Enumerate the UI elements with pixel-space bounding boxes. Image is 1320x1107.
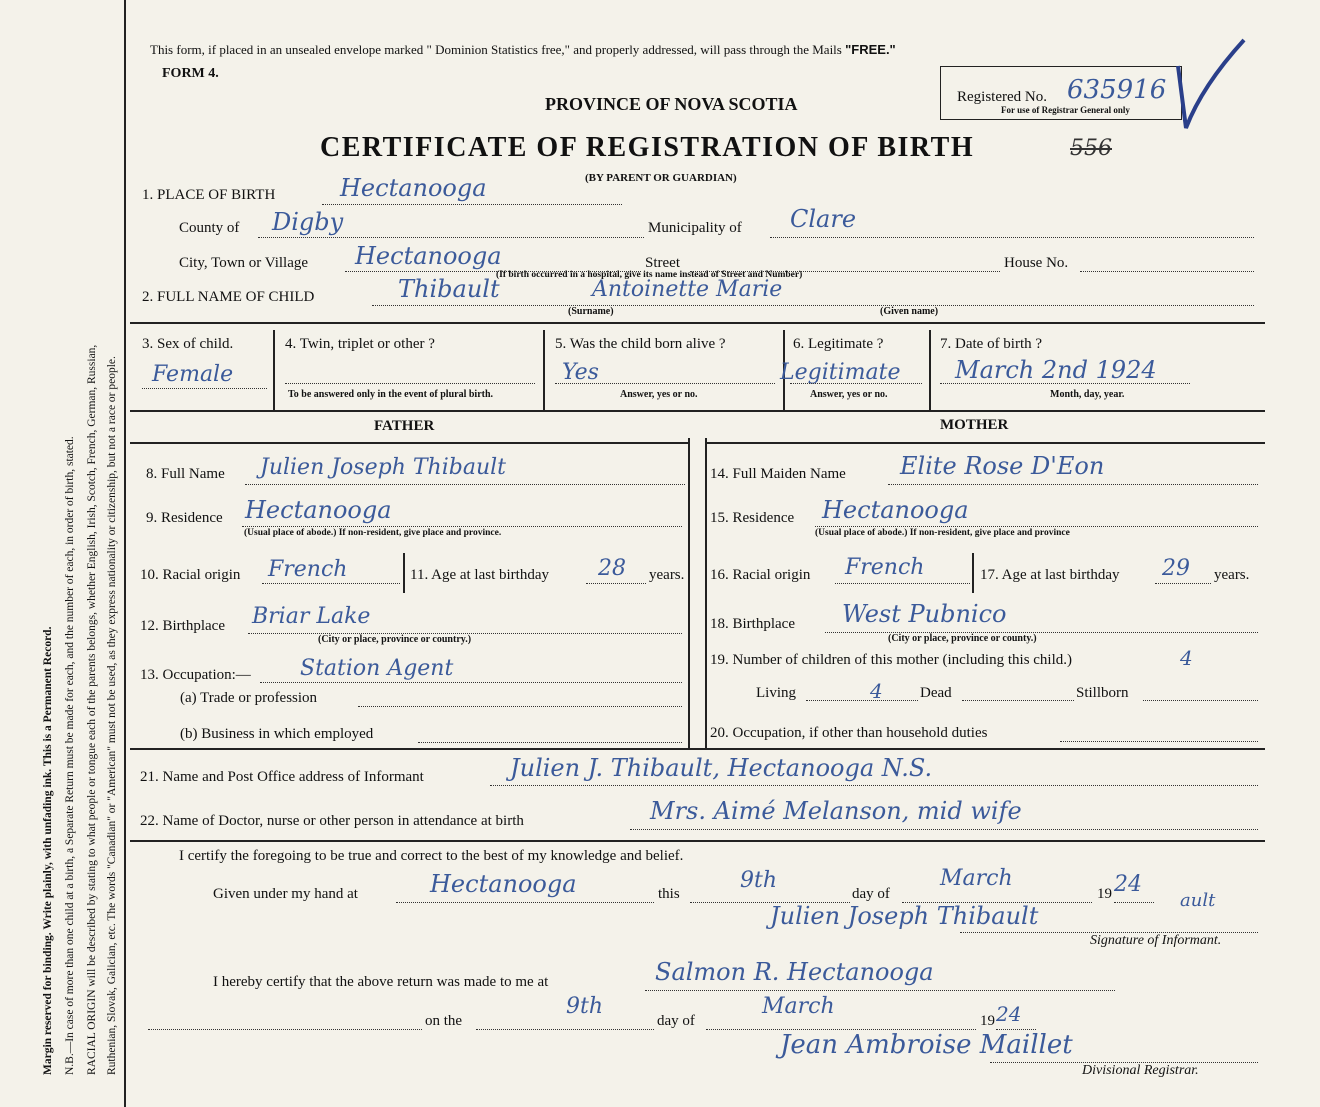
twin-label: 4. Twin, triplet or other ?	[285, 336, 435, 352]
city-label: City, Town or Village	[179, 255, 309, 271]
father-age-label: 11. Age at last birthday	[410, 567, 549, 583]
given-year: 24	[1114, 872, 1142, 897]
municipality-label: Municipality of	[648, 220, 742, 236]
mother-abode-note: (Usual place of abode.) If non-resident, give place and province	[815, 528, 1070, 538]
father-age-value: 28	[598, 556, 626, 581]
nb-note: N.B.—In case of more than one child at a birth, a Separate Return must be made for each, and the number of each, in order of birth, stated.	[64, 436, 76, 1075]
father-years: years.	[649, 567, 685, 583]
informant-label: 21. Name and Post Office address of Informant	[140, 769, 424, 785]
doctor-label: 22. Name of Doctor, nurse or other person in attendance at birth	[140, 813, 524, 829]
father-residence-label: 9. Residence	[146, 510, 223, 526]
racial-note-line2: Ruthenian, Slovak, Galician, etc. The words "Canadian" or "American" must not be used, as they express nationality or citizenship, but not a race or people.	[106, 356, 118, 1075]
signature-caption: Signature of Informant.	[1090, 933, 1222, 948]
house-label: House No.	[1004, 255, 1069, 271]
mail-notice: This form, if placed in an unsealed envelope marked " Dominion Statistics free," and properly addressed, will pass through the Mails "FREE."	[150, 42, 896, 57]
father-occupation-value: Station Agent	[300, 656, 454, 681]
province-title: PROVINCE OF NOVA SCOTIA	[545, 94, 798, 114]
mother-heading: MOTHER	[940, 417, 1009, 433]
dob-value: March 2nd 1924	[955, 356, 1157, 384]
certificate-subtitle: (BY PARENT OR GUARDIAN)	[585, 172, 737, 184]
place-value: Hectanooga	[340, 174, 487, 202]
city-value: Hectanooga	[355, 242, 502, 270]
children-value: 4	[1180, 646, 1193, 670]
mother-occupation-label: 20. Occupation, if other than household duties	[710, 725, 988, 741]
registrar-caption: Divisional Registrar.	[1082, 1063, 1199, 1078]
mother-residence-label: 15. Residence	[710, 510, 795, 526]
registrar-year: 24	[996, 1002, 1022, 1026]
stamp-mark: 556	[1070, 136, 1112, 161]
check-mark-icon	[1172, 36, 1252, 136]
informant-signature: Julien Joseph Thibault	[770, 902, 1039, 930]
informant-value: Julien J. Thibault, Hectanooga N.S.	[510, 754, 933, 782]
doctor-value: Mrs. Aimé Melanson, mid wife	[650, 797, 1022, 825]
child-given-name: Antoinette Marie	[592, 277, 783, 302]
stillborn-label: Stillborn	[1076, 685, 1129, 701]
given-place: Hectanooga	[430, 870, 577, 898]
trade-label: (a) Trade or profession	[180, 690, 318, 706]
on-the-label: on the	[425, 1013, 463, 1029]
children-label: 19. Number of children of this mother (including this child.)	[710, 652, 1073, 668]
legitimate-answer-note: Answer, yes or no.	[810, 389, 888, 400]
day-of-label: day of	[852, 886, 890, 902]
mother-city-note: (City or place, province or county.)	[888, 633, 1037, 644]
father-name-value: Julien Joseph Thibault	[260, 455, 506, 480]
registrar-month: March	[762, 994, 835, 1019]
dead-label: Dead	[920, 685, 952, 701]
binding-note: Margin reserved for binding. Write plainly, with unfading ink. This is a Permanent Record.	[42, 626, 54, 1075]
year-prefix: 19	[1097, 886, 1112, 902]
given-month: March	[940, 866, 1013, 891]
living-value: 4	[870, 679, 883, 703]
county-label: County of	[179, 220, 240, 236]
dob-label: 7. Date of birth ?	[940, 336, 1043, 352]
registrar-use-note: For use of Registrar General only	[1001, 105, 1130, 115]
registered-number: 635916	[1067, 75, 1167, 105]
municipality-value: Clare	[790, 205, 857, 233]
reg-year-prefix: 19	[980, 1013, 995, 1029]
mother-years: years.	[1214, 567, 1250, 583]
child-surname: Thibault	[398, 275, 500, 303]
legitimate-label: 6. Legitimate ?	[793, 336, 884, 352]
surname-caption: (Surname)	[568, 306, 614, 317]
registrar-place: Salmon R. Hectanooga	[655, 958, 934, 986]
alive-label: 5. Was the child born alive ?	[555, 336, 726, 352]
margin-rule	[124, 0, 126, 1107]
registered-label: Registered No.	[957, 89, 1047, 105]
legitimate-value: Legitimate	[780, 360, 901, 385]
registrar-day: 9th	[566, 994, 604, 1019]
mother-racial-label: 16. Racial origin	[710, 567, 811, 583]
father-residence-value: Hectanooga	[245, 496, 392, 524]
county-value: Digby	[272, 208, 344, 236]
mother-name-value: Elite Rose D'Eon	[900, 452, 1105, 480]
father-heading: FATHER	[374, 418, 435, 434]
twin-note: To be answered only in the event of plural birth.	[288, 389, 494, 400]
alive-answer-note: Answer, yes or no.	[620, 389, 698, 400]
given-caption: (Given name)	[880, 306, 939, 317]
father-city-note: (City or place, province or country.)	[318, 634, 472, 645]
mother-birthplace-label: 18. Birthplace	[710, 616, 795, 632]
business-label: (b) Business in which employed	[180, 726, 374, 742]
racial-note-line1: RACIAL ORIGIN will be described by stating to what people or tongue each of the parents belongs, whether English, Irish, Scotch, French, German, Russian,	[86, 344, 98, 1075]
alive-value: Yes	[562, 360, 599, 385]
father-racial-value: French	[268, 557, 348, 582]
margin-notes	[0, 0, 125, 1107]
registered-box	[940, 66, 1182, 120]
mother-name-label: 14. Full Maiden Name	[710, 466, 846, 482]
father-abode-note: (Usual place of abode.) If non-resident, give place and province.	[244, 528, 502, 538]
mother-age-value: 29	[1162, 556, 1190, 581]
reg-day-of-label: day of	[657, 1013, 695, 1029]
father-racial-label: 10. Racial origin	[140, 567, 241, 583]
registrar-cert-label: I hereby certify that the above return was made to me at	[213, 974, 549, 990]
given-label: Given under my hand at	[213, 886, 358, 902]
registrar-signature: Jean Ambroise Maillet	[780, 1030, 1073, 1060]
dob-note: Month, day, year.	[1050, 389, 1125, 400]
child-name-label: 2. FULL NAME OF CHILD	[142, 289, 315, 305]
mother-residence-value: Hectanooga	[822, 496, 969, 524]
father-occupation-label: 13. Occupation:—	[140, 667, 251, 683]
hospital-note: (If birth occurred in a hospital, give its name instead of Street and Number)	[496, 270, 803, 280]
place-label: 1. PLACE OF BIRTH	[142, 187, 276, 203]
form-number: FORM 4.	[162, 66, 219, 81]
mother-racial-value: French	[845, 555, 925, 580]
sex-label: 3. Sex of child.	[142, 336, 234, 352]
father-name-label: 8. Full Name	[146, 466, 225, 482]
father-birthplace-label: 12. Birthplace	[140, 618, 225, 634]
certificate-title: CERTIFICATE OF REGISTRATION OF BIRTH	[320, 132, 975, 163]
father-birthplace-value: Briar Lake	[252, 604, 371, 629]
given-day: 9th	[740, 868, 778, 893]
street-label: Street	[645, 255, 680, 271]
mother-age-label: 17. Age at last birthday	[980, 567, 1120, 583]
mother-birthplace-value: West Pubnico	[842, 600, 1007, 628]
living-label: Living	[756, 685, 796, 701]
certify-statement: I certify the foregoing to be true and correct to the best of my knowledge and belief.	[179, 848, 684, 864]
sex-value: Female	[152, 362, 234, 387]
this-label: this	[658, 886, 680, 902]
signature-correction: ault	[1180, 890, 1216, 911]
